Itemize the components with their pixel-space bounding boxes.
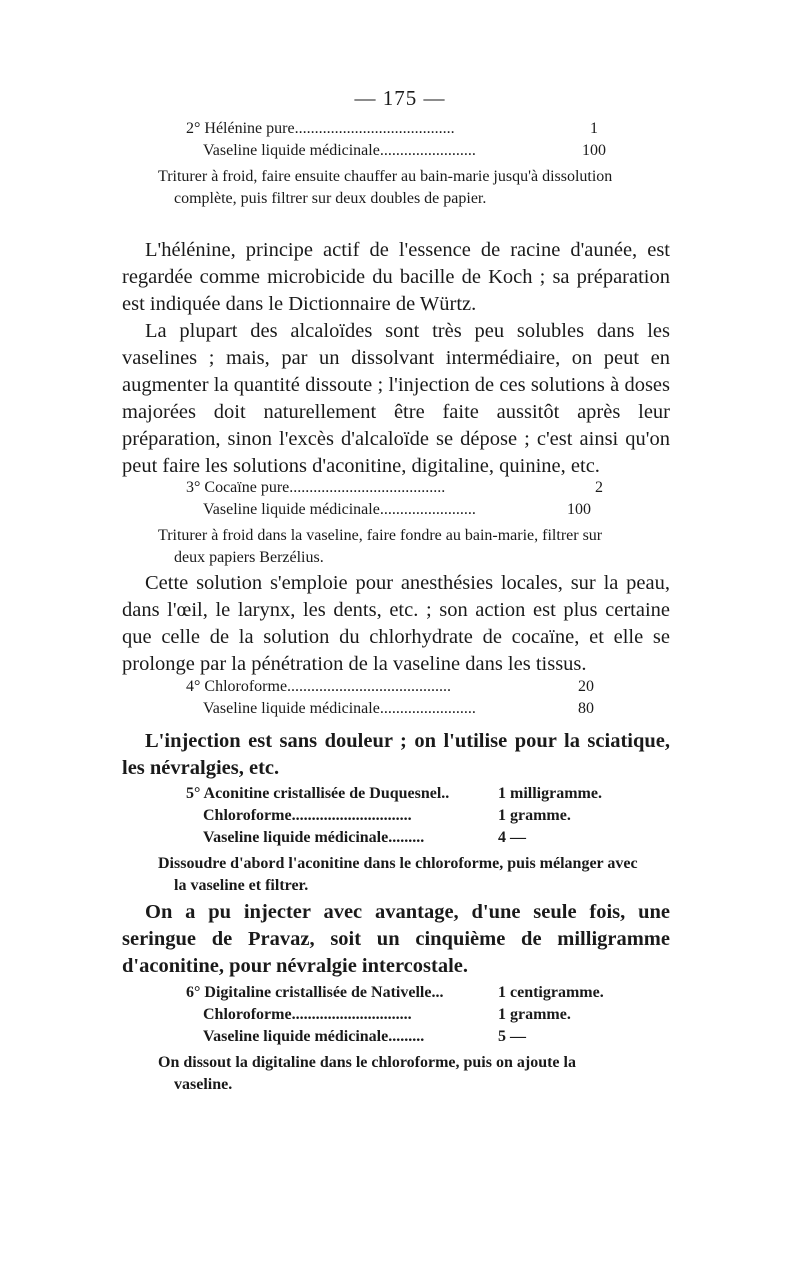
recipe-note: Triturer à froid dans la vaseline, faire fondre au bain-marie, filtrer sur deux papiers Berzélius. [158,527,603,566]
ingredient-quantity: 80 [578,700,594,717]
ingredient-quantity: 1 gramme. [498,807,571,824]
recipe-row [158,676,606,698]
recipe-row [158,499,606,521]
recipe-row [158,477,606,499]
recipe-note: Dissoudre d'abord l'aconitine dans le chloroforme, puis mélanger avec la vaseline et filtrer. [158,855,638,894]
recipe-row [158,805,628,827]
body-text-block-4 [122,899,670,980]
paragraph: La plupart des alcaloïdes sont très peu solubles dans les vaselines ; mais, par un dissolvant intermédiaire, on peut en augmenter la quantité dissoute ; l'injection de ces solutions à doses majorées doit naturellement être faite aussitôt après leur préparation, sinon l'excès d'alcaloïde se dépose ; c'est ainsi qu'on peut faire les solutions d'aconitine, digitaline, quinine, etc. [122,320,670,477]
recipe-row [158,118,606,140]
ingredient-quantity: 100 [567,501,591,518]
ingredient-label: 5° Aconitine cristallisée de Duquesnel.. [186,785,450,802]
recipe-cocaine [158,477,606,569]
recipe-helenine [158,118,613,210]
ingredient-quantity: 1 [590,120,598,137]
recipe-row [158,698,606,720]
ingredient-quantity: 4 — [498,829,526,846]
paragraph: L'hélénine, principe actif de l'essence de racine d'aunée, est regardée comme microbicide du bacille de Koch ; sa préparation est indiquée dans le Dictionnaire de Würtz. [122,239,670,315]
recipe-row [158,982,628,1004]
recipe-note: Triturer à froid, faire ensuite chauffer au bain-marie jusqu'à dissolution complète, puis filtrer sur deux doubles de papier. [158,168,613,207]
paragraph: Cette solution s'emploie pour anesthésies locales, sur la peau, dans l'œil, le larynx, les dents, etc. ; son action est plus certaine que celle de la solution du chlorhydrate de cocaïne, et elle se prolonge par la pénétration de la vaseline dans les tissus. [122,572,670,675]
recipe-row [158,1004,628,1026]
ingredient-label: Vaseline liquide médicinale........................ [203,700,476,717]
recipe-row [158,1026,628,1048]
body-text-block-1 [122,237,670,480]
paragraph: L'injection est sans douleur ; on l'utilise pour la sciatique, les névralgies, etc. [122,730,670,779]
body-text-block-2 [122,570,670,678]
ingredient-label: Chloroforme.............................. [203,807,412,824]
recipe-row [158,140,606,162]
recipe-row [158,783,628,805]
ingredient-quantity: 1 milligramme. [498,785,602,802]
ingredient-quantity: 1 gramme. [498,1006,571,1023]
ingredient-quantity: 5 — [498,1028,526,1045]
ingredient-label: 3° Cocaïne pure....................................... [186,479,446,496]
ingredient-quantity: 2 [595,479,603,496]
recipe-note: On dissout la digitaline dans le chloroforme, puis on ajoute la vaseline. [158,1054,576,1093]
body-text-block-3 [122,728,670,782]
ingredient-label: Vaseline liquide médicinale........................ [203,142,476,159]
recipe-chloroforme [158,676,606,720]
ingredient-quantity: 20 [578,678,594,695]
paragraph: On a pu injecter avec avantage, d'une seule fois, une seringue de Pravaz, soit un cinquième de milligramme d'aconitine, pour névralgie intercostale. [122,901,670,977]
recipe-aconitine [158,783,638,897]
ingredient-quantity: 100 [582,142,606,159]
recipe-row [158,827,628,849]
ingredient-label: Vaseline liquide médicinale......... [203,1028,425,1045]
ingredient-label: Vaseline liquide médicinale........................ [203,501,476,518]
ingredient-quantity: 1 centigramme. [498,984,604,1001]
ingredient-label: 4° Chloroforme......................................... [186,678,452,695]
ingredient-label: Chloroforme.............................. [203,1006,412,1023]
recipe-digitaline [158,982,628,1096]
ingredient-label: 2° Hélénine pure........................................ [186,120,455,137]
ingredient-label: 6° Digitaline cristallisée de Nativelle... [186,984,444,1001]
ingredient-label: Vaseline liquide médicinale......... [203,829,425,846]
page-number: — 175 — [354,86,446,110]
